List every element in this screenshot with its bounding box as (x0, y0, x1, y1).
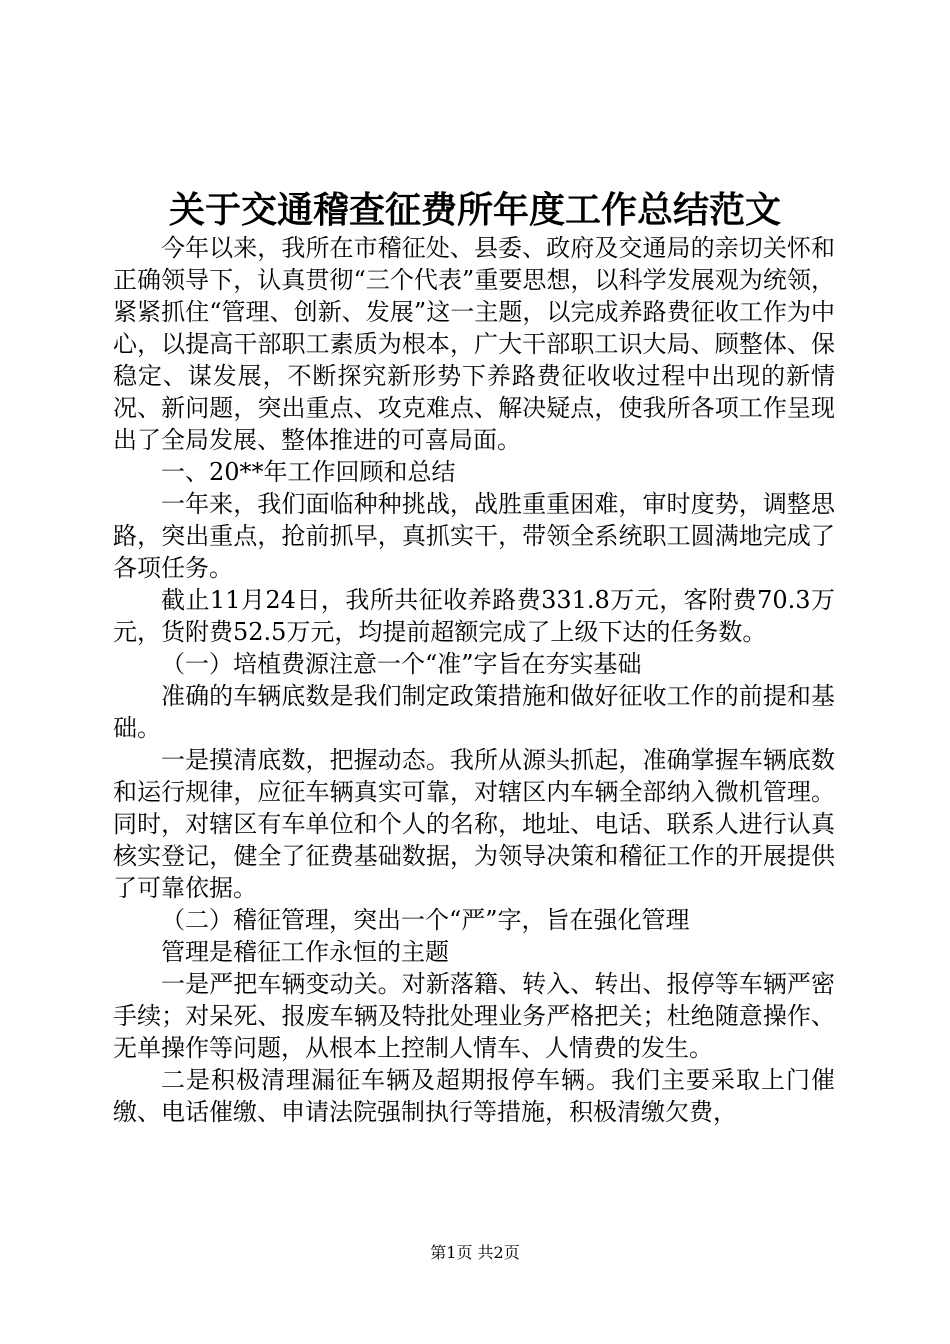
paragraph: 二是积极清理漏征车辆及超期报停车辆。我们主要采取上门催缴、电话催缴、申请法院强制执行等措施，积极清缴欠费， (113, 1066, 835, 1126)
paragraph: 截止11月24日，我所共征收养路费331.8万元，客附费70.3万元，货附费52.5万元，均提前超额完成了上级下达的任务数。 (113, 586, 835, 646)
page-footer: 第1页 共2页 (430, 1243, 520, 1262)
paragraph: 一是严把车辆变动关。对新落籍、转入、转出、报停等车辆严密手续；对呆死、报废车辆及特批处理业务严格把关；杜绝随意操作、无单操作等问题，从根本上控制人情车、人情费的发生。 (113, 970, 835, 1062)
subsection-heading-1: （一）培植费源注意一个“准”字旨在夯实基础 (161, 650, 642, 678)
paragraph: 准确的车辆底数是我们制定政策措施和做好征收工作的前提和基础。 (113, 682, 835, 742)
subsection-heading-2: （二）稽征管理，突出一个“严”字，旨在强化管理 (161, 906, 690, 934)
document-body (113, 232, 835, 1128)
section-heading-1: 一、20**年工作回顾和总结 (161, 458, 456, 486)
paragraph-intro: 今年以来，我所在市稽征处、县委、政府及交通局的亲切关怀和正确领导下，认真贯彻“三个代表”重要思想，以科学发展观为统领，紧紧抓住“管理、创新、发展”这一主题，以完成养路费征收工作为中心，以提高干部职工素质为根本，广大干部职工识大局、顾整体、保稳定、谋发展，不断探究新形势下养路费征收收过程中出现的新情况、新问题，突出重点、攻克难点、解决疑点，使我所各项工作呈现出了全局发展、整体推进的可喜局面。 (113, 234, 835, 454)
paragraph: 一是摸清底数，把握动态。我所从源头抓起，准确掌握车辆底数和运行规律，应征车辆真实可靠，对辖区内车辆全部纳入微机管理。同时，对辖区有车单位和个人的名称，地址、电话、联系人进行认真核实登记，健全了征费基础数据，为领导决策和稽征工作的开展提供了可靠依据。 (113, 746, 835, 902)
paragraph: 一年来，我们面临种种挑战，战胜重重困难，审时度势，调整思路，突出重点，抢前抓早，真抓实干，带领全系统职工圆满地完成了各项任务。 (113, 490, 835, 582)
paragraph: 管理是稽征工作永恒的主题 (161, 938, 449, 966)
document-title: 关于交通稽查征费所年度工作总结范文 (168, 189, 781, 231)
